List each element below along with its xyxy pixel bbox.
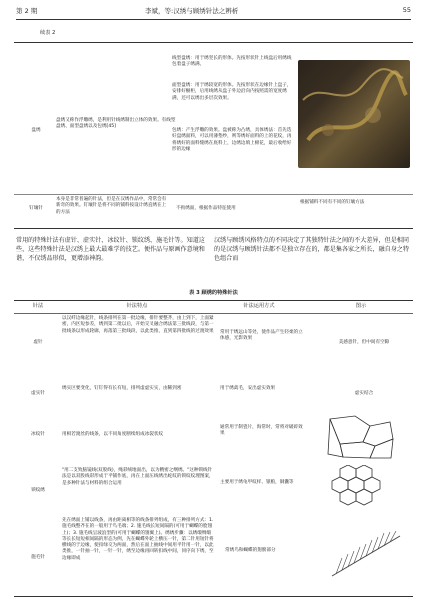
table3-row-feature: 用相若渡丝的线条，以不同角度断续组成冰裂状纹 [62, 432, 164, 437]
running-title: 李斌，等:汉绣与顾绣针法之辨析 [145, 7, 239, 15]
table3-bottom-rule [14, 596, 413, 597]
table3-row-name: 冰纹针 [31, 432, 45, 437]
table3-row-figure-caption: 美感意针，但中间有空隙 [338, 340, 390, 345]
table3-row-name: 施毛针 [31, 555, 45, 560]
table3-header-rule [14, 313, 413, 314]
table3-row-feature: 先在绣面上铺以线条，再由距离相等的线条排列组成，有三种排列方式：1. 施毛线整齐在的一般用于鸟毛端；2. 施毛线长短间隔的(可用于蝴蝶的脸翅上)；3. 施毛线呈波浪型的(可用于蝴蝶的翅翼上)。绣绣步骤：以绣缎绸缎等长长短短相间隔的形态为例，先在蝴蝶外轮上横压一针，第二针用短针将横线的于边缘，使扣绿交为两面，然后在面上抽线中间用平针用一针，以此类推，一针抽一针，一针一针，绣至边缘再回转扣线中间，同序向下绣，至边缘即成 [62, 518, 214, 561]
table3-row-usage: 常用于绣远山等处，使作品产生轻柔的立体感，光影效果 [220, 330, 303, 342]
table3-row-name: 虚针 [33, 340, 43, 345]
ice-crack-stitch-figure [325, 414, 395, 460]
header-rule [16, 19, 411, 20]
table3-header-figure: 图示 [355, 303, 367, 309]
table3-caption: 表 3 顾绣的特殊针法 [189, 290, 238, 296]
table3-row-name: 虚实针 [31, 391, 45, 396]
body-paragraph-right: 汉绣与顾绣风格特点的不同决定了其独特针法之间的不大差异，但是相同的是汉绣与顾绣针法都不是独立存在的，都是集各家之所长，融自身之特色组合而 [214, 237, 409, 263]
table2-row-image-caption: 根据铺料不同有不同的钉壤方法 [300, 200, 365, 205]
table3-row-figure-caption: 虚实结合 [354, 391, 374, 396]
hexagon-lock-stitch-figure [330, 465, 390, 513]
table3-row-usage: 通常用于制瓷片，海常时，常将对破碎效果 [220, 425, 303, 437]
table3-header-stitch: 针法 [32, 303, 44, 309]
table2-row-name: 钉壤针 [29, 206, 43, 211]
table3-row-usage: 用于绣禽毛，安出虚实效果 [220, 386, 276, 391]
table2-row-method-2: 面型盘绣：用于绣较宽的形体。先按形状在边缘针上盘子，安排好橱柜，后用线绣从盘子外边沿向内按照需的宽度绣满，还可以绣出多层次效果。 [172, 83, 292, 101]
body-paragraph-left: 常用的特殊针法有虚针、虚实针、冰纹针、锁纹绣、施毛针等。知道这些，这些特殊针法是汉绣上最大最难学的技艺。便作品与原画作意境和谐，不仅绣品形似，更增添神韵。 [16, 237, 205, 263]
hair-stitch-figure [328, 528, 404, 580]
table3-top-rule [14, 300, 413, 301]
dragon-pattern-illustration [298, 60, 410, 168]
table2-top-rule [14, 42, 413, 43]
table2-row-name: 盘绣 [31, 128, 41, 133]
table3-row-usage: 主要用于绣龟甲纹样、银粮，铜囊等 [220, 480, 294, 485]
table3-header-features: 针法特点 [126, 303, 148, 309]
table2-row-desc: 盘绣又称作浮雕绣，是利用针线绣制出立体的效果。有线型盘绣、面型盘绣以及包绣[45] [56, 118, 176, 130]
table-continued-label: 续表 2 [40, 30, 56, 36]
table2-row-method: 不拘绣面，根据作品特征使用 [176, 206, 236, 211]
table2-row-method-3: 包绣：产生浮雕的效果。盘被称为凸绣，具体绣法：首先选好盘绣面料，可以用薄垫纱，则等绣好面料的上的花纹，再将绣好的面料缝绣在底料上，边绣边填上棉花，最后收给好形的边缘 [172, 128, 292, 152]
table3-row-feature: "用二支致脑镜线(双股线)，绳彩绒地面出，以为精密之纲绣。"这种锁线针法是以双股线彩形成于平铺作底，再在上面压线绣出蛇纹的锁纹纹理图案，是多种针法与材料的组合运用 [62, 468, 214, 486]
page-number: 55 [402, 6, 411, 14]
embroidery-photo [298, 60, 410, 168]
table3-row-feature: 绣实区要变化，钉钉得有长有短，排列虚虚实实，由稀到密 [62, 386, 182, 391]
table3-row-feature: 以汉纤边缘起针，线条排列在第一批边缘，排针要整齐，由上到下，上面紧密，内区短参差，绣到第二批以后，开始交叉融合绣法第三批线段，与第一批线条以形成轮廓，再落第三批线段，以此类推，直到第四批线的过渡效果 [62, 316, 214, 334]
table2-bottom-rule [14, 228, 413, 229]
table2-row-method-1: 线型盘绣：用于绣竖长的形体。先按形状针上线盘后用绣线包着盘子绣满。 [172, 56, 292, 68]
table2-row-divider [14, 194, 413, 195]
table2-row-desc: 本身是非常普遍的针法，但是在汉绣作品中，常常会有新奇的效果。钉壤针是将不同的铺料按设计绣直绣在上的方法 [56, 197, 167, 215]
table3-header-usage: 针法运用方式 [243, 303, 275, 309]
table3-row-usage: 常绣鸟和蝴蝶的翅膀部分 [225, 548, 276, 553]
issue-number: 第 2 期 [16, 7, 38, 15]
table3-row-name: 锁纹绣 [31, 488, 45, 493]
